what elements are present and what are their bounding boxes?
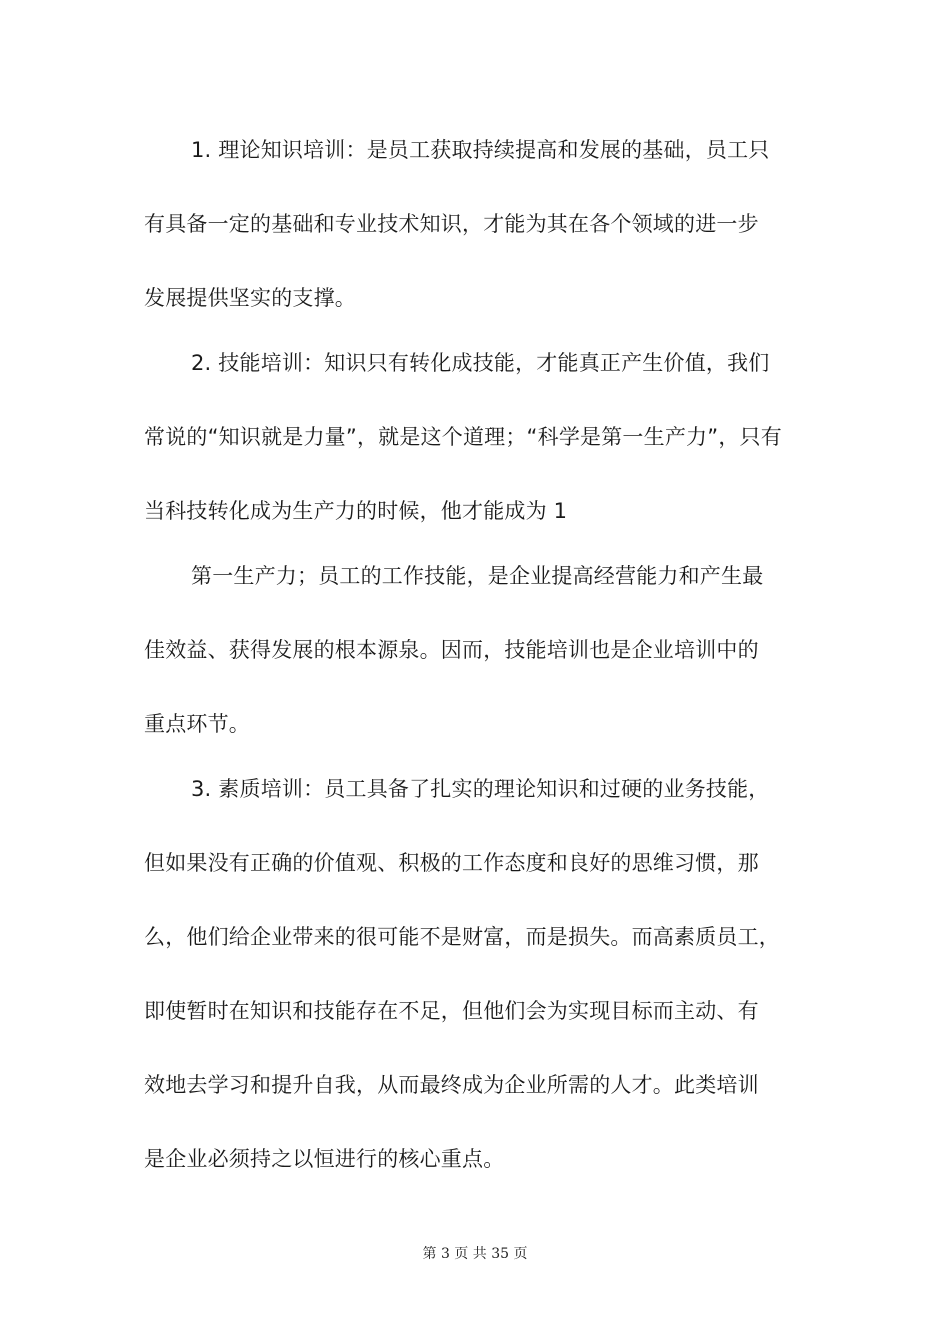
paragraph-4-line-1: 3. 素质培训：员工具备了扎实的理论知识和过硬的业务技能， [191, 777, 770, 801]
paragraph-2-line-1: 2. 技能培训：知识只有转化成技能，才能真正产生价值，我们 [191, 351, 770, 375]
paragraph-1-line-1: 1. 理论知识培训：是员工获取持续提高和发展的基础，员工只 [191, 138, 770, 162]
paragraph-4-line-2: 但如果没有正确的价值观、积极的工作态度和良好的思维习惯，那 [144, 851, 759, 875]
page-number-footer: 第 3 页 共 35 页 [422, 1246, 528, 1262]
paragraph-2-line-2: 常说的“知识就是力量”，就是这个道理；“科学是第一生产力”，只有 [144, 425, 782, 449]
paragraph-3-line-1: 第一生产力；员工的工作技能，是企业提高经营能力和产生最 [191, 564, 764, 588]
paragraph-4-line-5: 效地去学习和提升自我，从而最终成为企业所需的人才。此类培训 [144, 1073, 759, 1097]
paragraph-1-line-2: 有具备一定的基础和专业技术知识，才能为其在各个领域的进一步 [144, 212, 759, 236]
paragraph-2-line-3: 当科技转化成为生产力的时候，他才能成为 1 [144, 499, 568, 523]
paragraph-4-line-4: 即使暂时在知识和技能存在不足，但他们会为实现目标而主动、有 [144, 999, 759, 1023]
paragraph-4-line-6: 是企业必须持之以恒进行的核心重点。 [144, 1147, 505, 1171]
paragraph-4-line-3: 么，他们给企业带来的很可能不是财富，而是损失。而高素质员工， [144, 925, 780, 949]
paragraph-1-line-3: 发展提供坚实的支撑。 [144, 286, 356, 310]
paragraph-3-line-2: 佳效益、获得发展的根本源泉。因而，技能培训也是企业培训中的 [144, 638, 759, 662]
paragraph-3-line-3: 重点环节。 [144, 712, 250, 736]
